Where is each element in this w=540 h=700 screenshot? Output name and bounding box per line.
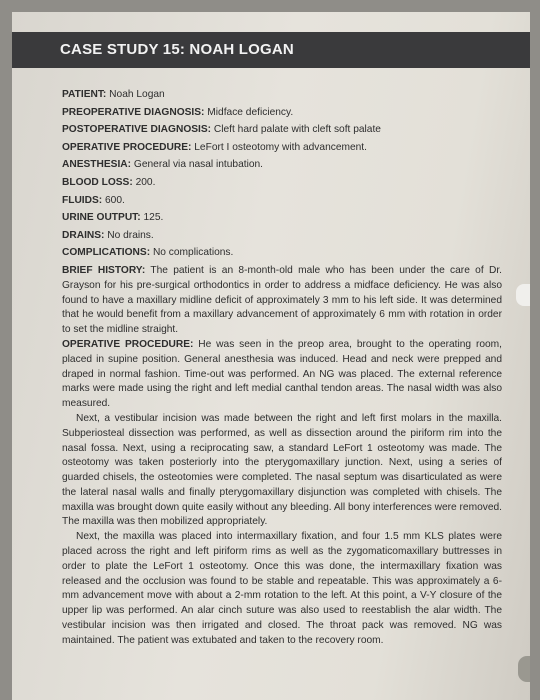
operative-procedure-text: He was seen in the preop area, brought to the operating room, placed in supine position. General anesthesia was induced. Head and neck were prepped and draped in normal fashion. Time-out was performed. An NG was placed. The external reference marks were made using the right and left medial canthal tendon areas. The nasal width was also measured. bbox=[62, 338, 502, 410]
field-label: OPERATIVE PROCEDURE: bbox=[62, 141, 192, 153]
field-blood-loss bbox=[62, 176, 502, 191]
field-label: DRAINS: bbox=[62, 229, 105, 241]
field-drains bbox=[62, 229, 502, 244]
field-label: BLOOD LOSS: bbox=[62, 176, 133, 188]
field-label: URINE OUTPUT: bbox=[62, 212, 141, 224]
field-value: General via nasal intubation. bbox=[131, 159, 264, 171]
brief-history-paragraph bbox=[62, 264, 502, 338]
field-value: 200. bbox=[132, 176, 156, 188]
field-value: LeFort I osteotomy with advancement. bbox=[191, 141, 367, 153]
case-study-body bbox=[62, 88, 502, 649]
brief-history-text: The patient is an 8-month-old male who has been under the care of Dr. Grayson for his pre-surgical orthodontics in order to address a midface deficiency. He was also found to have a maxillary midline deficit of approximately 3 mm to his left side. It was determined that he would benefit from a maxillary advancement of approximately 6 mm with rotation in order to set the midline straight. bbox=[62, 264, 502, 336]
field-urine-output bbox=[62, 211, 502, 226]
field-label: COMPLICATIONS: bbox=[62, 247, 151, 259]
field-postoperative-diagnosis bbox=[62, 123, 502, 138]
field-value: Noah Logan bbox=[106, 89, 165, 100]
field-value: Cleft hard palate with cleft soft palate bbox=[211, 124, 381, 136]
page-tab-marker bbox=[516, 284, 530, 306]
field-value: 600. bbox=[102, 194, 125, 206]
field-label: PATIENT: bbox=[62, 89, 107, 100]
procedure-paragraph-osteotomy: Next, a vestibular incision was made between the right and left first molars in the maxilla. Subperiosteal dissection was performed, as well as dissection around the piriform rim into the nasal fossa. Next, using a reciprocating saw, a standard LeFort 1 osteotomy was made. The osteotomy was taken posteriorly into the pterygomaxillary junction. Next, using a series of guarded chisels, the osteotomies were completed. The nasal septum was disarticulated as were the lateral nasal walls and finally pterygomaxillary disjunction was completed with chisels. The maxilla was brought down quite easily without any bleeding. All bony interferences were removed. The maxilla was then mobilized appropriately. bbox=[62, 412, 503, 528]
operative-procedure-label: OPERATIVE PROCEDURE: bbox=[62, 338, 194, 350]
page-corner-marker bbox=[518, 656, 530, 682]
field-anesthesia bbox=[62, 158, 502, 173]
case-study-header bbox=[12, 32, 530, 68]
field-label: FLUIDS: bbox=[62, 194, 103, 206]
field-preoperative-diagnosis bbox=[62, 106, 502, 121]
brief-history-label: BRIEF HISTORY: bbox=[62, 264, 146, 276]
field-value: No drains. bbox=[104, 229, 154, 241]
field-value: Midface deficiency. bbox=[204, 106, 294, 118]
case-study-title: CASE STUDY 15: NOAH LOGAN bbox=[60, 41, 294, 58]
document-page bbox=[12, 12, 530, 700]
field-label: POSTOPERATIVE DIAGNOSIS: bbox=[62, 124, 212, 136]
field-label: ANESTHESIA: bbox=[62, 159, 132, 171]
field-value: No complications. bbox=[150, 247, 234, 259]
field-label: PREOPERATIVE DIAGNOSIS: bbox=[62, 106, 205, 118]
operative-procedure-paragraph bbox=[62, 338, 502, 412]
field-complications bbox=[62, 246, 502, 261]
field-value: 125. bbox=[140, 212, 164, 224]
procedure-paragraph-fixation: Next, the maxilla was placed into intermaxillary fixation, and four 1.5 mm KLS plates were placed across the right and left piriform rims as well as the zygomaticomaxillary buttresses in order to plate the LeFort 1 osteotomy. Once this was done, the intermaxillary fixation was released and the occlusion was found to be stable and repeatable. This was approximately a 6-mm advancement move with about a 2-mm rotation to the left. At this point, a V-Y closure of the upper lip was performed. An alar cinch suture was also used to reestablish the alar width. The vestibular incision was then irrigated and closed. The throat pack was removed. NG was maintained. The patient was extubated and taken to the recovery room. bbox=[62, 531, 502, 646]
field-fluids bbox=[62, 194, 502, 209]
field-operative-procedure bbox=[62, 141, 502, 156]
field-patient bbox=[62, 88, 502, 103]
